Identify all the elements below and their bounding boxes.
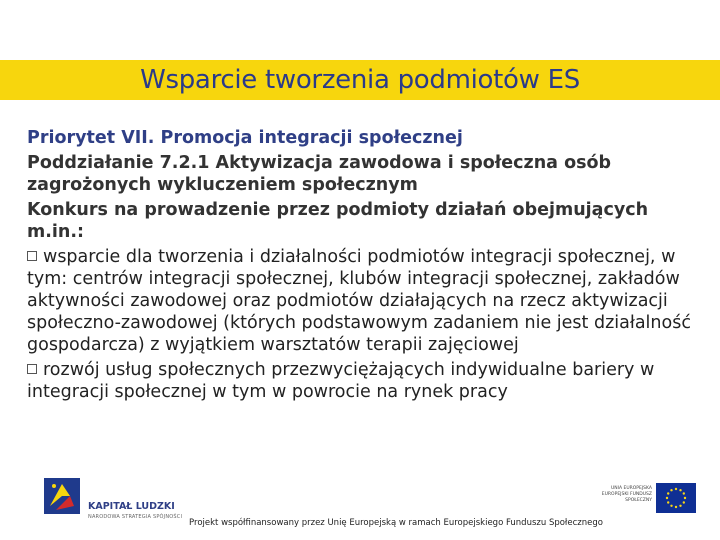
slide-body (27, 127, 695, 406)
contest-heading: Konkurs na prowadzenie przez podmioty działań obejmujących m.in.: (27, 200, 649, 242)
eu-flag-icon (656, 483, 696, 513)
kl-logo-star (52, 484, 56, 488)
priority-heading: Priorytet VII. Promocja integracji społecznej (27, 128, 463, 148)
eu-text: UNIA EUROPEJSKA EUROPEJSKI FUNDUSZ SPOŁECZNY (601, 486, 652, 503)
checkbox-bullet-icon (27, 251, 37, 261)
bullet-text-2: rozwój usług społecznych przezwyciężających indywidualne bariery w integracji społecznej w tym w powrocie na rynek pracy (27, 360, 655, 402)
bullet-item-2 (27, 359, 695, 403)
slide-title: Wsparcie tworzenia podmiotów ES (140, 65, 580, 95)
subaction-heading: Poddziałanie 7.2.1 Aktywizacja zawodowa i społeczna osób zagrożonych wykluczeniem społecznym (27, 153, 612, 195)
footer-note: Projekt współfinansowany przez Unię Europejską w ramach Europejskiego Funduszu Społecznego (189, 518, 603, 528)
kl-name: KAPITAŁ LUDZKI (88, 501, 175, 512)
checkbox-bullet-icon (27, 364, 37, 374)
bullet-item-1 (27, 246, 695, 356)
bullet-text-1: wsparcie dla tworzenia i działalności podmiotów integracji społecznej, w tym: centrów integracji społecznej, klubów integracji społecznej, zakładów aktywności zawodowej oraz podmiotów działających na rzecz aktywizacji społeczno-zawodowej (których podstawowym zadaniem nie jest działalność gospodarcza) z wyjątkiem warsztatów terapii zajęciowej (27, 247, 691, 355)
kl-subtitle: NARODOWA STRATEGIA SPÓJNOŚCI (88, 514, 183, 520)
